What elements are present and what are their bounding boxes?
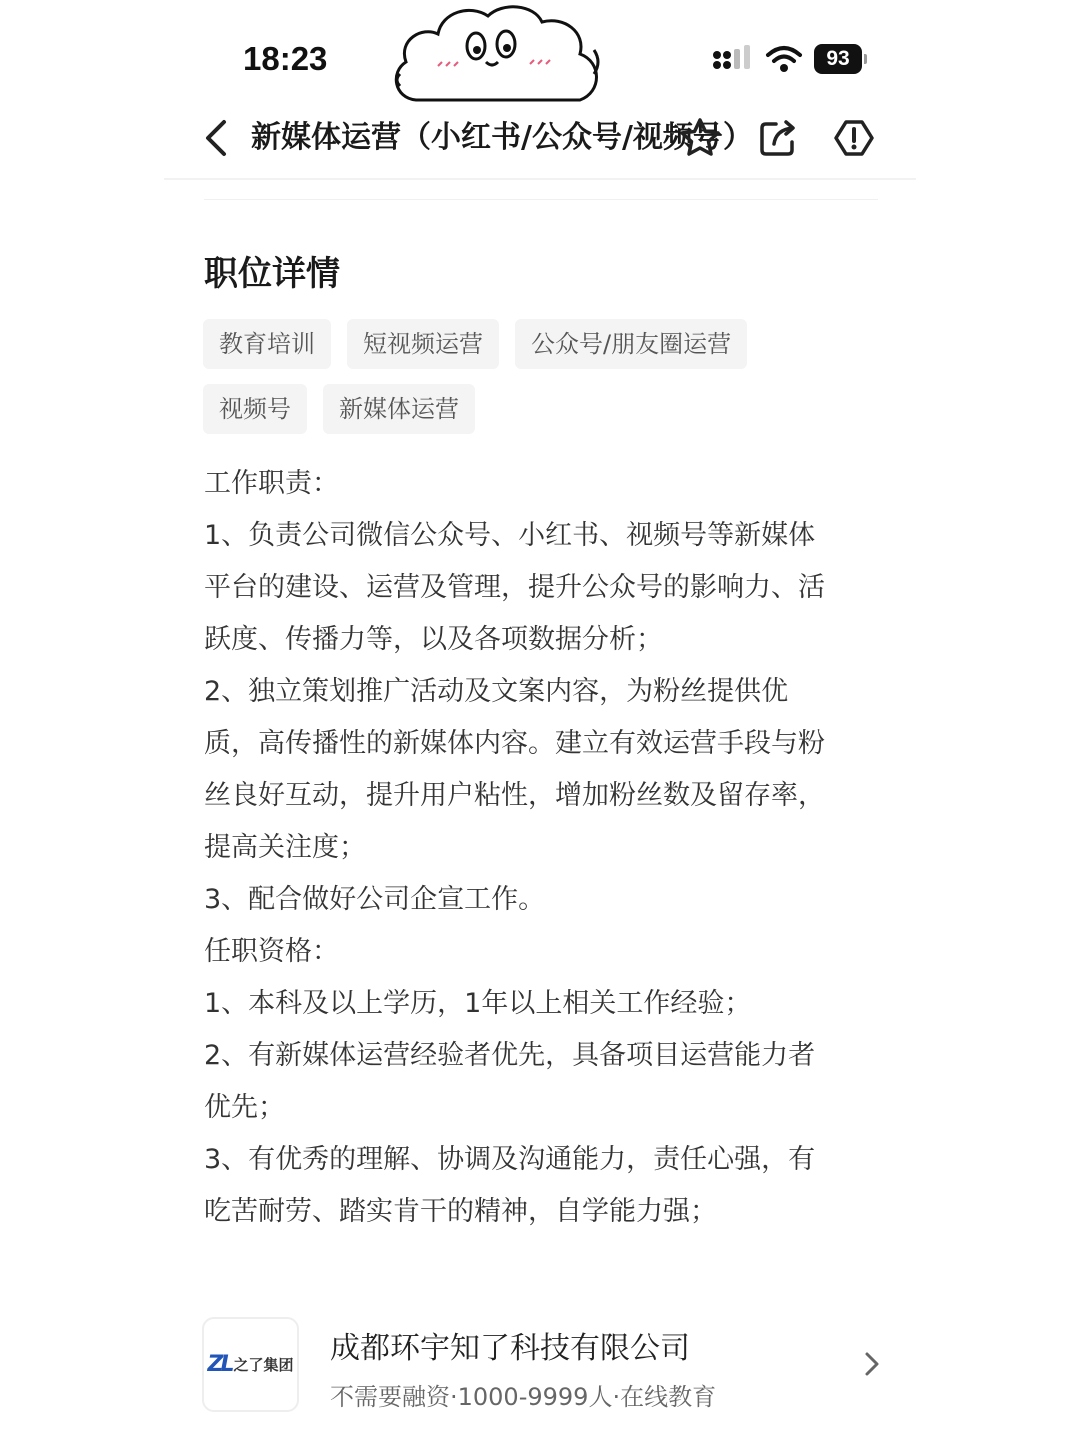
company-meta: 不需要融资·1000-9999人·在线教育 bbox=[330, 1383, 717, 1411]
signal-icon bbox=[712, 45, 754, 73]
tag: 教育培训 bbox=[203, 319, 331, 369]
description-line: 提高关注度； bbox=[204, 832, 366, 863]
top-navbar bbox=[164, 108, 916, 180]
logo-mark: ZL bbox=[207, 1352, 232, 1377]
report-warning-icon[interactable] bbox=[832, 116, 876, 160]
tag: 新媒体运营 bbox=[323, 384, 475, 434]
favorite-star-icon[interactable] bbox=[678, 116, 722, 160]
description-line: 吃苦耐劳、踏实肯干的精神，自学能力强； bbox=[204, 1196, 717, 1227]
job-description bbox=[204, 458, 884, 1238]
status-time: 18:23 bbox=[243, 40, 328, 77]
wifi-icon bbox=[766, 45, 802, 73]
tag-row bbox=[203, 384, 883, 434]
description-line: 质，高传播性的新媒体内容。建立有效运营手段与粉 bbox=[204, 728, 825, 759]
description-line: 工作职责： bbox=[204, 468, 339, 499]
tag: 公众号/朋友圈运营 bbox=[515, 319, 747, 369]
description-line: 2、独立策划推广活动及文案内容，为粉丝提供优 bbox=[204, 676, 789, 707]
description-line: 3、有优秀的理解、协调及沟通能力，责任心强，有 bbox=[204, 1144, 816, 1175]
cloud-sticker-icon bbox=[388, 0, 608, 112]
job-tags bbox=[203, 319, 883, 449]
tag: 短视频运营 bbox=[347, 319, 499, 369]
company-card[interactable] bbox=[202, 1317, 892, 1413]
description-line: 2、有新媒体运营经验者优先，具备项目运营能力者 bbox=[204, 1040, 816, 1071]
description-line: 1、本科及以上学历，1年以上相关工作经验； bbox=[204, 988, 752, 1019]
description-line: 丝良好互动，提升用户粘性，增加粉丝数及留存率， bbox=[204, 780, 825, 811]
divider bbox=[204, 199, 878, 200]
share-icon[interactable] bbox=[756, 116, 800, 160]
back-arrow-icon[interactable] bbox=[200, 118, 232, 158]
description-line: 1、负责公司微信公众号、小红书、视频号等新媒体 bbox=[204, 520, 816, 551]
company-logo bbox=[202, 1317, 299, 1412]
tag-row bbox=[203, 319, 883, 369]
tag: 视频号 bbox=[203, 384, 307, 434]
description-line: 平台的建设、运营及管理，提升公众号的影响力、活 bbox=[204, 572, 825, 603]
status-icons bbox=[712, 44, 862, 74]
description-line: 任职资格： bbox=[204, 936, 339, 967]
description-line: 跃度、传播力等，以及各项数据分析； bbox=[204, 624, 663, 655]
description-line: 优先； bbox=[204, 1092, 285, 1123]
company-name: 成都环宇知了科技有限公司 bbox=[330, 1331, 690, 1366]
chevron-right-icon bbox=[862, 1349, 882, 1379]
battery-indicator: 93 bbox=[814, 44, 862, 74]
description-line: 3、配合做好公司企宣工作。 bbox=[204, 884, 546, 915]
job-title: 新媒体运营（小红书/公众号/视频号） bbox=[251, 120, 753, 155]
section-title: 职位详情 bbox=[204, 254, 340, 294]
logo-text: 之了集团 bbox=[233, 1356, 294, 1374]
